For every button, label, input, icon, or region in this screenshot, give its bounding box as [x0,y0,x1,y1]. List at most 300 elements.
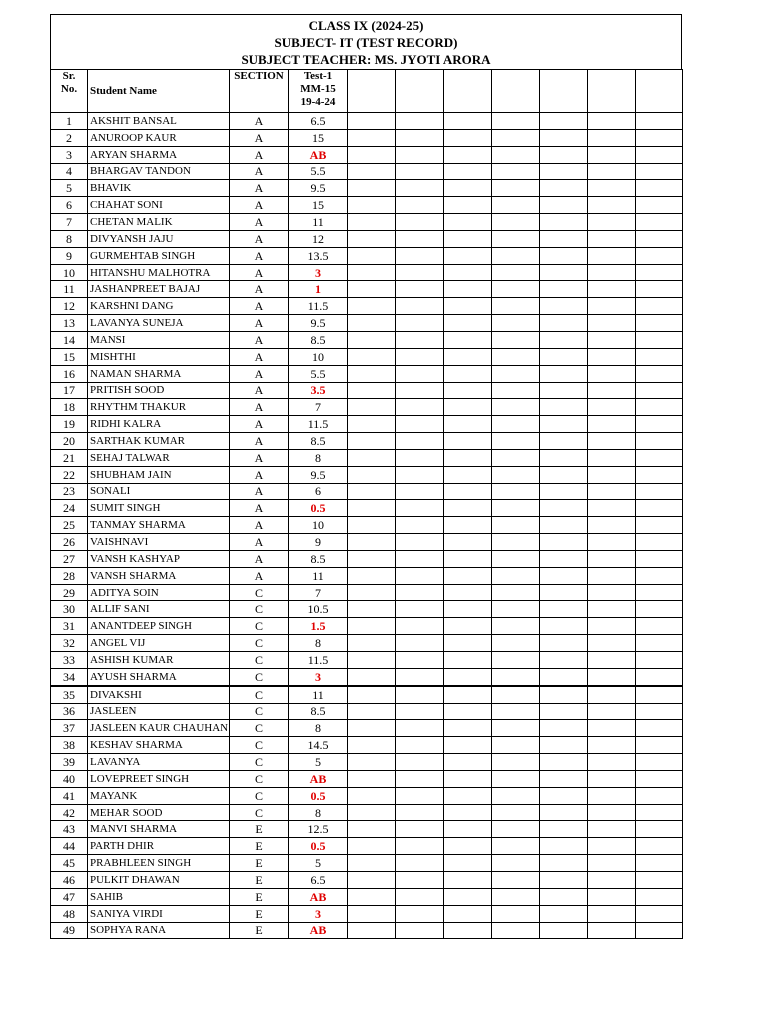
sr-no-cell: 15 [51,348,88,365]
empty-cell [588,601,636,618]
table-row [51,686,683,703]
sheet-header [50,14,682,70]
empty-cell [492,905,540,922]
sr-no-cell: 22 [51,466,88,483]
section-cell: C [230,635,289,652]
empty-cell [348,720,396,737]
table-row [51,163,683,180]
sr-no-cell: 37 [51,720,88,737]
empty-cell [636,635,683,652]
empty-cell [636,163,683,180]
empty-cell [348,113,396,130]
empty-cell [396,567,444,584]
empty-cell [636,517,683,534]
section-cell: A [230,281,289,298]
table-row [51,838,683,855]
section-cell: A [230,365,289,382]
empty-cell [540,264,588,281]
empty-cell [636,534,683,551]
empty-cell [348,567,396,584]
student-name-cell: PRITISH SOOD [88,382,230,399]
empty-cell [348,821,396,838]
empty-cell [396,348,444,365]
empty-cell [492,382,540,399]
table-row [51,483,683,500]
student-name-cell: AKSHIT BANSAL [88,113,230,130]
sr-no-cell: 45 [51,855,88,872]
empty-cell [588,449,636,466]
empty-cell [636,247,683,264]
empty-cell [636,821,683,838]
empty-cell [492,449,540,466]
empty-header-cell [444,70,492,113]
empty-cell [444,197,492,214]
empty-cell [492,635,540,652]
test1-marks-cell: 5 [289,855,348,872]
empty-cell [588,668,636,685]
table-row [51,230,683,247]
table-row [51,668,683,685]
table-row [51,500,683,517]
empty-cell [396,399,444,416]
sr-no-cell: 42 [51,804,88,821]
empty-cell [636,281,683,298]
test1-marks-cell: 8 [289,449,348,466]
empty-cell [588,399,636,416]
empty-cell [444,264,492,281]
student-name-cell: LOVEPREET SINGH [88,770,230,787]
empty-cell [588,129,636,146]
empty-cell [636,197,683,214]
test1-marks-cell: 11.5 [289,416,348,433]
student-name-header: Student Name [88,70,230,113]
empty-cell [348,888,396,905]
empty-cell [492,601,540,618]
empty-cell [492,264,540,281]
test1-marks-cell: AB [289,922,348,939]
student-name-cell: SONALI [88,483,230,500]
empty-cell [588,146,636,163]
empty-cell [636,483,683,500]
table-row [51,703,683,720]
test1-marks-cell: 0.5 [289,500,348,517]
section-cell: C [230,770,289,787]
sr-no-cell: 10 [51,264,88,281]
empty-cell [444,804,492,821]
table-row [51,365,683,382]
empty-cell [588,754,636,771]
table-row [51,517,683,534]
empty-cell [396,180,444,197]
test1-marks-cell: 3 [289,264,348,281]
table-row [51,635,683,652]
student-name-cell: RHYTHM THAKUR [88,399,230,416]
empty-cell [444,567,492,584]
empty-cell [588,483,636,500]
empty-cell [588,686,636,703]
empty-cell [444,382,492,399]
empty-cell [540,635,588,652]
section-cell: A [230,466,289,483]
test1-marks-cell: AB [289,146,348,163]
student-rows [51,113,683,939]
empty-cell [396,534,444,551]
sr-no-cell: 4 [51,163,88,180]
test1-marks-cell: 11 [289,214,348,231]
empty-cell [348,146,396,163]
empty-cell [588,180,636,197]
sr-no-cell: 16 [51,365,88,382]
empty-cell [348,214,396,231]
empty-cell [444,635,492,652]
empty-cell [348,348,396,365]
empty-cell [396,618,444,635]
empty-cell [492,787,540,804]
student-name-cell: LAVANYA SUNEJA [88,315,230,332]
test1-marks-cell: 14.5 [289,737,348,754]
empty-cell [396,214,444,231]
empty-cell [588,534,636,551]
test1-marks-cell: 11.5 [289,652,348,669]
empty-cell [444,247,492,264]
test1-marks-cell: 6 [289,483,348,500]
test1-marks-cell: 3 [289,668,348,685]
empty-cell [540,703,588,720]
empty-cell [348,550,396,567]
table-row [51,433,683,450]
empty-cell [588,163,636,180]
empty-cell [636,686,683,703]
empty-cell [396,770,444,787]
section-cell: A [230,214,289,231]
empty-cell [396,821,444,838]
table-row [51,804,683,821]
student-name-cell: GURMEHTAB SINGH [88,247,230,264]
empty-cell [444,584,492,601]
empty-cell [588,618,636,635]
section-cell: A [230,230,289,247]
empty-cell [492,770,540,787]
empty-cell [396,905,444,922]
test1-marks-cell: 8.5 [289,433,348,450]
student-name-cell: SOPHYA RANA [88,922,230,939]
empty-cell [396,635,444,652]
student-name-cell: KESHAV SHARMA [88,737,230,754]
empty-cell [588,517,636,534]
empty-cell [588,838,636,855]
empty-cell [636,416,683,433]
section-cell: A [230,163,289,180]
empty-cell [540,720,588,737]
student-name-cell: ANGEL VIJ [88,635,230,652]
empty-cell [396,871,444,888]
test1-marks-cell: 8.5 [289,331,348,348]
empty-cell [348,584,396,601]
section-cell: A [230,433,289,450]
empty-cell [444,668,492,685]
empty-cell [588,230,636,247]
sr-no-cell: 43 [51,821,88,838]
empty-cell [540,281,588,298]
section-cell: C [230,686,289,703]
empty-cell [540,652,588,669]
empty-cell [492,399,540,416]
section-cell: A [230,500,289,517]
empty-cell [636,601,683,618]
empty-cell [444,146,492,163]
sr-no-cell: 44 [51,838,88,855]
empty-cell [492,315,540,332]
empty-cell [540,601,588,618]
table-row [51,888,683,905]
empty-cell [492,550,540,567]
section-cell: A [230,247,289,264]
table-row [51,281,683,298]
section-cell: A [230,348,289,365]
section-cell: E [230,905,289,922]
empty-cell [636,113,683,130]
table-row [51,618,683,635]
section-cell: A [230,180,289,197]
empty-header-cell [540,70,588,113]
empty-cell [588,567,636,584]
empty-cell [444,281,492,298]
sr-no-cell: 12 [51,298,88,315]
student-name-cell: PRABHLEEN SINGH [88,855,230,872]
empty-cell [492,129,540,146]
empty-cell [444,113,492,130]
section-cell: A [230,416,289,433]
empty-cell [540,214,588,231]
student-name-cell: ANUROOP KAUR [88,129,230,146]
empty-cell [348,449,396,466]
section-cell: A [230,534,289,551]
empty-cell [396,686,444,703]
empty-cell [492,804,540,821]
sr-no-cell: 19 [51,416,88,433]
empty-cell [636,737,683,754]
sr-no-cell: 21 [51,449,88,466]
table-row [51,348,683,365]
table-row [51,180,683,197]
empty-cell [396,703,444,720]
empty-cell [588,871,636,888]
empty-cell [348,129,396,146]
empty-cell [348,416,396,433]
empty-cell [348,399,396,416]
empty-cell [492,618,540,635]
test1-marks-cell: AB [289,770,348,787]
empty-cell [396,855,444,872]
table-row [51,264,683,281]
empty-cell [588,264,636,281]
sr-no-cell: 49 [51,922,88,939]
student-name-cell: VANSH SHARMA [88,567,230,584]
section-cell: A [230,264,289,281]
empty-cell [540,230,588,247]
sr-no-cell: 47 [51,888,88,905]
student-name-cell: ADITYA SOIN [88,584,230,601]
empty-cell [540,129,588,146]
empty-cell [444,703,492,720]
empty-cell [348,601,396,618]
student-name-cell: PARTH DHIR [88,838,230,855]
sr-no-cell: 20 [51,433,88,450]
empty-cell [492,197,540,214]
test1-marks-cell: 9.5 [289,315,348,332]
empty-cell [492,821,540,838]
empty-cell [444,618,492,635]
empty-cell [588,113,636,130]
empty-cell [444,871,492,888]
empty-cell [396,922,444,939]
empty-cell [396,433,444,450]
empty-cell [444,787,492,804]
empty-cell [636,871,683,888]
empty-cell [588,804,636,821]
sr-no-cell: 8 [51,230,88,247]
empty-cell [396,230,444,247]
empty-cell [348,703,396,720]
section-cell: A [230,382,289,399]
student-name-cell: HITANSHU MALHOTRA [88,264,230,281]
empty-cell [348,635,396,652]
table-row [51,113,683,130]
marks-table [50,69,683,939]
sr-no-cell: 9 [51,247,88,264]
empty-cell [444,483,492,500]
empty-cell [396,365,444,382]
table-row [51,247,683,264]
empty-cell [588,315,636,332]
empty-cell [396,281,444,298]
section-cell: C [230,652,289,669]
empty-cell [348,382,396,399]
empty-cell [396,113,444,130]
section-cell: C [230,703,289,720]
empty-cell [492,247,540,264]
empty-cell [444,770,492,787]
empty-cell [540,483,588,500]
empty-cell [636,298,683,315]
empty-cell [588,416,636,433]
empty-cell [444,466,492,483]
empty-cell [588,703,636,720]
empty-cell [636,804,683,821]
test1-marks-cell: 7 [289,399,348,416]
empty-cell [396,264,444,281]
table-row [51,652,683,669]
empty-cell [348,905,396,922]
table-row [51,550,683,567]
section-cell: A [230,331,289,348]
empty-cell [540,668,588,685]
empty-cell [396,449,444,466]
empty-cell [444,449,492,466]
section-cell: C [230,601,289,618]
sr-no-cell: 29 [51,584,88,601]
test1-marks-cell: 0.5 [289,838,348,855]
sr-no-cell: 13 [51,315,88,332]
empty-cell [636,433,683,450]
empty-cell [444,601,492,618]
table-row [51,871,683,888]
sr-no-cell: 2 [51,129,88,146]
test1-marks-cell: AB [289,888,348,905]
section-cell: E [230,855,289,872]
test-record-sheet [50,14,682,939]
empty-cell [444,905,492,922]
empty-cell [540,855,588,872]
sr-no-cell: 5 [51,180,88,197]
sr-no-cell: 30 [51,601,88,618]
student-name-cell: SUMIT SINGH [88,500,230,517]
empty-cell [540,787,588,804]
empty-cell [588,720,636,737]
empty-cell [396,247,444,264]
empty-cell [540,163,588,180]
empty-cell [444,737,492,754]
empty-cell [444,652,492,669]
student-name-cell: JASLEEN [88,703,230,720]
empty-cell [540,770,588,787]
section-cell: A [230,197,289,214]
empty-cell [348,737,396,754]
sr-no-cell: 23 [51,483,88,500]
empty-cell [348,247,396,264]
empty-cell [396,382,444,399]
test1-marks-cell: 6.5 [289,113,348,130]
student-name-cell: SHUBHAM JAIN [88,466,230,483]
student-name-cell: LAVANYA [88,754,230,771]
empty-cell [636,770,683,787]
student-name-cell: VAISHNAVI [88,534,230,551]
table-row [51,416,683,433]
empty-cell [444,416,492,433]
empty-cell [540,871,588,888]
table-row [51,146,683,163]
section-cell: A [230,113,289,130]
test1-marks-cell: 10.5 [289,601,348,618]
section-cell: C [230,618,289,635]
empty-cell [492,838,540,855]
student-name-cell: AYUSH SHARMA [88,668,230,685]
empty-cell [396,652,444,669]
empty-cell [588,466,636,483]
section-cell: C [230,584,289,601]
empty-cell [540,348,588,365]
section-cell: A [230,399,289,416]
empty-cell [636,754,683,771]
sr-no-cell: 7 [51,214,88,231]
empty-cell [636,331,683,348]
test1-marks-cell: 9.5 [289,466,348,483]
student-name-cell: DIVYANSH JAJU [88,230,230,247]
empty-cell [396,197,444,214]
section-cell: C [230,754,289,771]
empty-cell [348,668,396,685]
table-row [51,466,683,483]
empty-cell [636,720,683,737]
section-cell: C [230,668,289,685]
empty-cell [588,214,636,231]
empty-cell [588,584,636,601]
empty-cell [348,618,396,635]
empty-cell [636,264,683,281]
test1-marks-cell: 15 [289,129,348,146]
empty-cell [444,550,492,567]
empty-cell [636,348,683,365]
